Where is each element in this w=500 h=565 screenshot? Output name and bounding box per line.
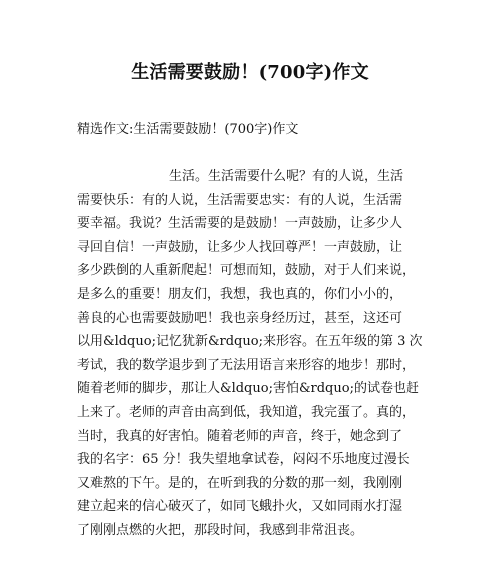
- body-line: 考试，我的数学退步到了无法用语言来形容的地步！那时，: [77, 357, 416, 373]
- body-line: 需要快乐：有的人说，生活需要忠实：有的人说，生活需: [77, 192, 403, 208]
- body-line: 又难熬的下午。是的，在听到我的分数的那一刻，我刚刚: [77, 475, 403, 491]
- body-line: 当时，我真的好害怕。随着老师的声音，终于，她念到了: [77, 428, 403, 444]
- article-body: [77, 165, 432, 543]
- body-line: 建立起来的信心破灭了，如同飞蛾扑火，又如同雨水打湿: [77, 499, 403, 515]
- body-line: 多少跌倒的人重新爬起！可想而知，鼓励，对于人们来说，: [77, 263, 416, 279]
- document-subtitle: 精选作文:生活需要鼓励！(700字)作文: [77, 122, 299, 137]
- body-line: 以用&ldquo;记忆犹新&rdquo;来形容。在五年级的第 3 次: [77, 334, 423, 350]
- body-line: 是多么的重要！朋友们，我想，我也真的，你们小小的，: [77, 286, 403, 302]
- body-line: 随着老师的脚步，那让人&ldquo;害怕&rdquo;的试卷也赶: [77, 381, 419, 397]
- body-line: 寻回自信！一声鼓励，让多少人找回尊严！一声鼓励，让: [77, 239, 403, 255]
- body-line: 上来了。老师的声音由高到低，我知道，我完蛋了。真的，: [77, 404, 416, 420]
- document-title: 生活需要鼓励！(700字)作文: [131, 62, 369, 83]
- body-line: 生活。生活需要什么呢？有的人说，生活: [169, 169, 404, 184]
- body-line: 了刚刚点燃的火把，那段时间，我感到非常沮丧。: [77, 522, 364, 538]
- body-line: 我的名字：65 分！我失望地拿试卷，闷闷不乐地度过漫长: [77, 452, 410, 468]
- body-line: 善良的心也需要鼓励吧！我也亲身经历过，甚至，这还可: [77, 310, 403, 326]
- body-line: 要幸福。我说？生活需要的是鼓励！一声鼓励，让多少人: [77, 216, 403, 232]
